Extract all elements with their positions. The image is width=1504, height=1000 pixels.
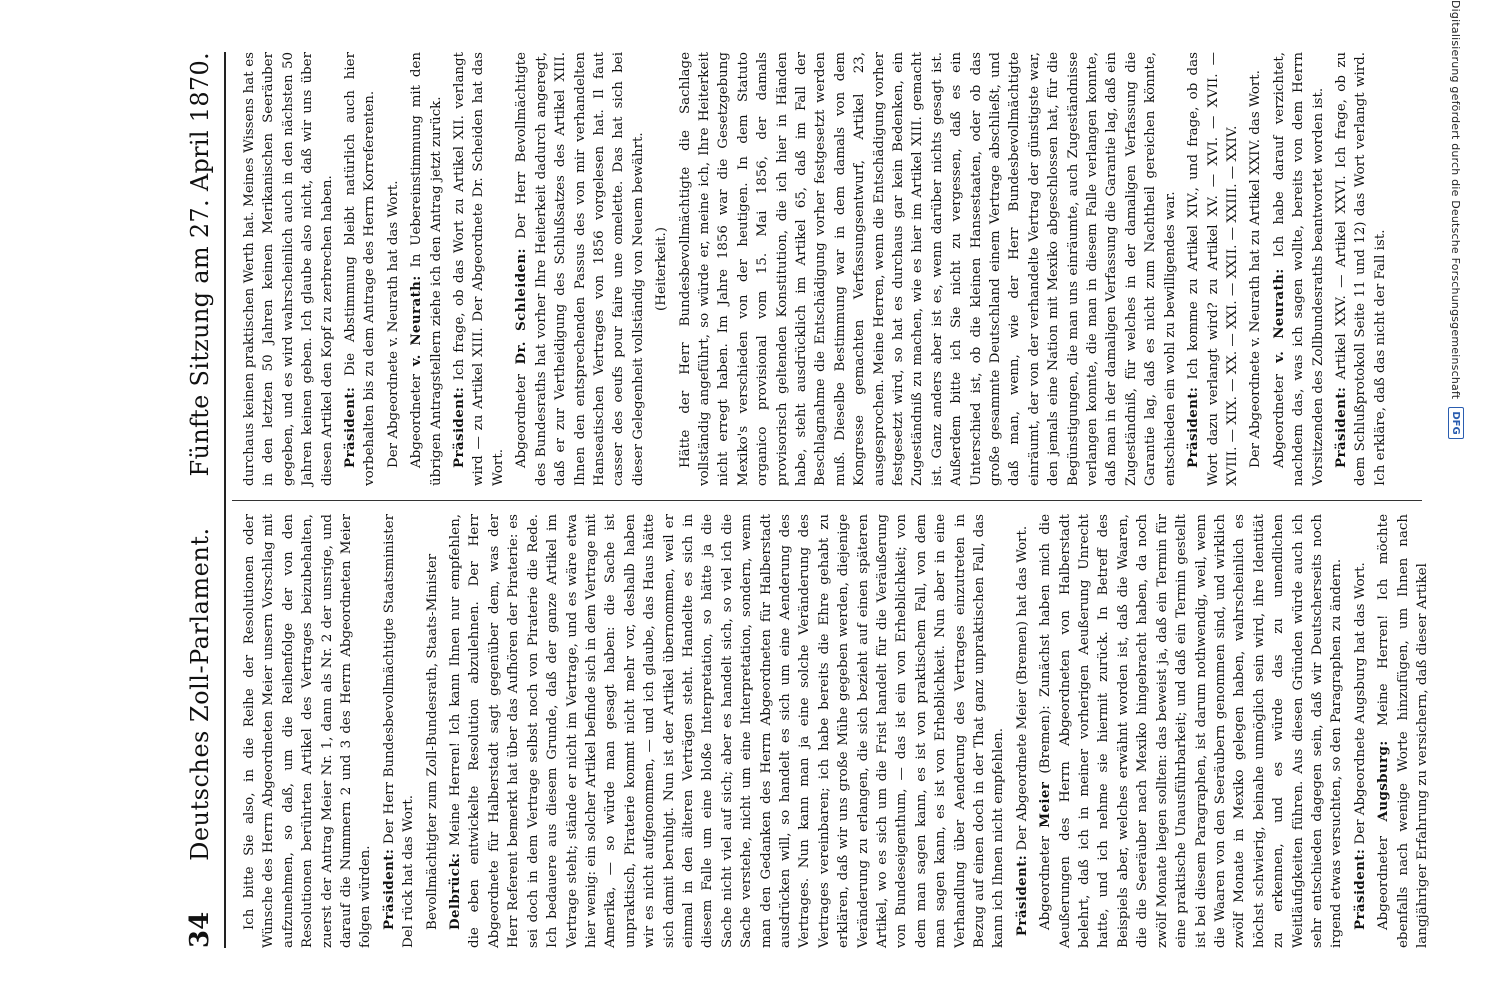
paragraph [1036, 514, 1347, 948]
paragraph-text: Der Abgeordnete v. Neurath hat das Wort. [385, 180, 401, 468]
speaker-title: Abgeordneter [1376, 835, 1392, 930]
paragraph-text: Der Herr Bundesbevollmächtigte Staatsminister Del rück hat das Wort. [381, 514, 417, 948]
paragraph-text: Der Abgeordnete Meier (Bremen) hat das Wort. [1014, 525, 1030, 851]
right-column [240, 52, 1420, 486]
digitization-note [1442, 0, 1470, 1000]
paragraph-text: Meine Herren! Ich möchte ebenfalls nach wenige Worte hinzufügen, um Ihnen nach langjähriger Erfahrung zu versichern, daß dieser Artikel [1376, 514, 1430, 948]
paragraph [1374, 514, 1432, 948]
paragraph-text: Der Abgeordnete v. Neurath hat zu Artikel XXIV. das Wort. [1248, 70, 1264, 468]
session-date: Fünfte Sitzung am 27. April 1870. [186, 52, 214, 477]
left-column [240, 513, 1430, 948]
page-number: 34 [185, 911, 215, 948]
paragraph [1332, 52, 1390, 486]
journal-title: Deutsches Zoll-Parlament. [186, 527, 214, 861]
speaker-name: Dr. Schleiden: [513, 248, 530, 365]
paragraph-text: Die Abstimmung bleibt natürlich auch hier vorbehalten bis zu dem Antrage des Herrn Korreferenten. [343, 52, 378, 486]
paragraph [446, 514, 1009, 948]
paragraph [676, 52, 1181, 486]
speaker-title: Abgeordneter [514, 373, 530, 468]
speaker-name: v. Neurath: [1270, 268, 1287, 363]
paragraph-text: durchaus keinen praktischen Werth hat. Meines Wissens hat es in den letzten 50 Jahren keinen Merikanischen Seeräuber gegeben, und es wird wahrscheinlich auch in den nächsten 50 Jahren keinen geben. Ich glaube also nicht, daß wir uns über diesen Artikel den Kopf zu zerbrechen haben. [242, 52, 335, 486]
paragraph-text: Ich bitte Sie also, in die Reihe der Resolutionen oder Wünsche des Herrn Abgeordneten Meier unsern Vorschlag mit aufzunehmen, so daß, um die Reihenfolge der von den Resolutionen berührten Artikel des Vertrages beizubehalten, zuerst der Antrag Meier Nr. 1, dann als Nr. 2 der unsrige, und darauf die Nummern 2 und 3 des Herrn Abgeordneten Meier folgen würden. [242, 514, 374, 948]
paragraph [384, 52, 403, 486]
speaker-name: Augsburg: [1375, 740, 1392, 822]
paragraph [240, 514, 376, 948]
speaker-name: Meier [1037, 781, 1054, 828]
dfg-logo: DFG [1448, 407, 1464, 438]
paragraph-text: Meine Herren! Ich kann Ihnen nur empfehlen, die eben entwickelte Resolution abzulehnen. Der Herr Abgeordnete für Halberstadt sagt gegenüber dem, was der Herr Referent bemerkt hat über das Aufhören der Piraterie: es sei doch in dem Vertrage selbst noch von Piraterie die Rede. Ich bedauere aus diesem Grunde, daß der ganze Artikel im Vertrage steht; stände er nicht im Vertrage, und es wäre etwa hier wenig: ein solcher Artikel befinde sich in dem Vertrage mit Amerika, — so würde man gesagt haben: die Sache ist unpraktisch, Piraterie kommt nicht mehr vor, deshalb haben wir es nicht aufgenommen, — und ich glaube, das Haus hätte sich damit beruhigt. Nun ist der Artikel übernommen, weil er einmal in den älteren Verträgen steht. Handelte es sich in diesem Falle um eine bloße Interpretation, so hätte ja die Sache nicht viel auf sich; aber es handelt sich, so viel ich die Sache verstehe, nicht um eine Interpretation, sondern, wenn man den Gedanken des Herrn Abgeordneten für Halberstadt ausdrücken will, so handelt es sich um eine Aenderung des Vertrages. Nun kann man ja eine solche Veränderung des Vertrages vereinbaren; ich habe bereits die Ehre gehabt zu erklären, daß wir uns große Mühe gegeben werden, diejenige Veränderung zu erlangen, die sich bezieht auf einen späteren Artikel, wo es sich um die Frist handelt für die Veräußerung von Bundeseigenthum, — das ist ein von Erheblichkeit; von dem man sagen kann, es ist von praktischem Fall, von dem man sagen kann, es ist von Erheblichkeit. Nun aber in eine Verhandlung über Aenderung des Vertrages einzutreten in Bezug auf einen doch in der That ganz unpraktischen Fall, das kann ich Ihnen nicht empfehlen. [448, 514, 1007, 948]
column-divider [232, 500, 1422, 501]
speaker-name: Delbrück: [447, 852, 464, 930]
paragraph [407, 52, 446, 486]
paragraph-text: Artikel XXV. — Artikel XXVI. Ich frage, ob zu dem Schlußprotokoll Seite 11 und 12) das Wort verlangt wird. Ich erkläre, daß das nicht der Fall ist. [1333, 52, 1388, 486]
speaker-name: Präsident: [451, 386, 468, 468]
speaker-name: Präsident: [1332, 386, 1349, 468]
paragraph-text: (Bremen): Zunächst haben mich die Aeußerungen des Herrn Abgeordneten von Halberstadt belehrt, daß ich in meiner vorherigen Aeußerung Unrecht hatte, und ich nehme sie hiermit zurück. In Betreff des Beispiels aber, welches erwähnt worden ist, daß die Waaren, die die Seeräuber nach Mexiko hingebracht haben, da noch zwölf Monate liegen sollten: das beweist ja, daß ein Termin für eine praktische Unausführbarkeit; und daß ein Termin gestellt ist bei diesem Paragraphen, ist darum nothwendig, weil, wenn die Waaren von den Seeräubern genommen sind, und wirklich zwölf Monate in Mexiko gelegen haben, wahrscheinlich es höchst schwierig, beinahe unmöglich sein wird, ihre Identität zu erkennen, und es würde das zu unendlichen Weitläufigkeiten führen. Aus diesen Gründen würde auch ich sehr entschieden dagegen sein, daß wir Deutscherseits noch irgend etwas versuchten, so den Paragraphen zu ändern. [1038, 513, 1345, 948]
paragraph-text: Ich komme zu Artikel XIV., und frage, ob das Wort dazu verlangt wird? zu Artikel XV. — XVI. — XVII. — XVIII. — XIX. — XX. — XXI. — XXII. — XXIII. — XXIV. [1186, 52, 1240, 486]
digitization-credit: Digitalisierung gefördert durch die Deutsche Forschungsgemeinschaft [1449, 0, 1463, 400]
paragraph [1270, 52, 1328, 486]
paragraph-text: Der Abgeordnete Augsburg hat das Wort. [1352, 562, 1368, 845]
paragraph-text: Hätte der Herr Bundesbevollmächtigte die Sachlage vollständig angeführt, so würde er, meine ich, Ihre Heiterkeit nicht erregt haben. Im Jahre 1856 war die Gesetzgebung Mexiko's verschieden von der heutigen. In dem Statuto organico provisional vom 15. Mai 1856, der damals provisorisch geltenden Konstitution, die ich hier in Händen habe, steht ausdrücklich im Artikel 65, daß im Fall der Beschlagnahme die Entschädigung vorher festgesetzt werden muß. Dieselbe Bestimmung war in dem damals von dem Kongresse gemachten Verfassungsentwurf, Artikel 23, ausgesprochen. Meine Herren, wenn die Entschädigung vorher festgesetzt wird, so hat es durchaus gar kein Bedenken, ein Zugeständniß zu machen, wie es hier im Artikel XIII. gemacht ist. Ganz anders aber ist es, wenn darüber nichts gesagt ist. Außerdem bitte ich Sie nicht zu vergessen, daß es ein Unterschied ist, ob die kleinen Hansestaaten, oder ob das große gesammte Deutschland einem Vertrage abschließt, und daß man, wenn, wie der Herr Bundesbevollmächtigte einräumt, der von der verhandelte Vertrag der günstigste war, den jemals eine Nation mit Mexiko abgeschlossen hat, für die Begünstigungen, die man uns einräumte, auch Zugeständnisse verlangen konnte, die man in diesem Falle verlangen konnte, daß man in der damaligen Verfassung die Garantie lag, daß ein Zugeständniß, für welches in der damaligen Verfassung die Garantie lag, daß es nicht zum Nachtheil gereichen könnte, entschieden ein wohl zu bewilligendes war. [677, 52, 1178, 486]
paragraph-text: (Heiterkeit.) [654, 227, 670, 311]
paragraph [652, 52, 671, 486]
speaker-name: Präsident: [1013, 854, 1030, 937]
speaker-name: Präsident: [1185, 386, 1202, 468]
paragraph-text: Der Herr Bevollmächtigte des Bundesraths hat vorher Ihre Heiterkeit dadurch angeregt, daß er zur Vertheidigung des Schlußsatzes des Artikel XIII. Ihnen den entsprechenden Passus des von mir verhandelten Hanseatischen Vertrages von 1856 vorgelesen hat. Il faut casser des oeufs pour faire une omelette. Das hat sich bei dieser Gelegenheit vollständig von Neuem bewährt. [514, 52, 646, 486]
paragraph-text: Ich frage, ob das Wort zu Artikel XII. verlangt wird — zu Artikel XIII. Der Abgeordnete Dr. Scheiden hat das Wort. [452, 51, 506, 486]
paragraph [512, 52, 648, 486]
speaker-name: Präsident: [380, 848, 397, 930]
paragraph [1351, 514, 1370, 948]
speaker-title: Abgeordneter [1038, 835, 1054, 930]
paragraph-text: In Uebereinstimmung mit den übrigen Antragstellern ziehe ich den Antrag jetzt zurück. [409, 52, 444, 486]
speaker-name: Präsident: [1351, 848, 1368, 930]
speaker-title: Abgeordneter [409, 373, 425, 468]
paragraph [341, 52, 380, 486]
paragraph-text: Ich habe darauf verzichtet, nachdem das, was ich sagen wollte, bereits von dem Herrn Vorsitzenden des Zollbundesraths beantwortet worden ist. [1271, 51, 1326, 486]
paragraph-text: Bevollmächtigter zum Zoll-Bundesrath, Staats-Minister [424, 553, 440, 930]
speaker-name: v. Neurath: [408, 275, 425, 367]
paragraph [240, 52, 337, 486]
page-header [180, 52, 220, 948]
header-rule [224, 52, 226, 948]
paragraph [423, 514, 442, 948]
paragraph [380, 514, 419, 948]
paragraph [1013, 514, 1032, 948]
speaker-title: Abgeordneter [1271, 373, 1287, 468]
paragraph [1246, 52, 1265, 486]
paragraph [450, 52, 508, 486]
speaker-name: Präsident: [342, 386, 359, 468]
paragraph [1184, 52, 1242, 486]
